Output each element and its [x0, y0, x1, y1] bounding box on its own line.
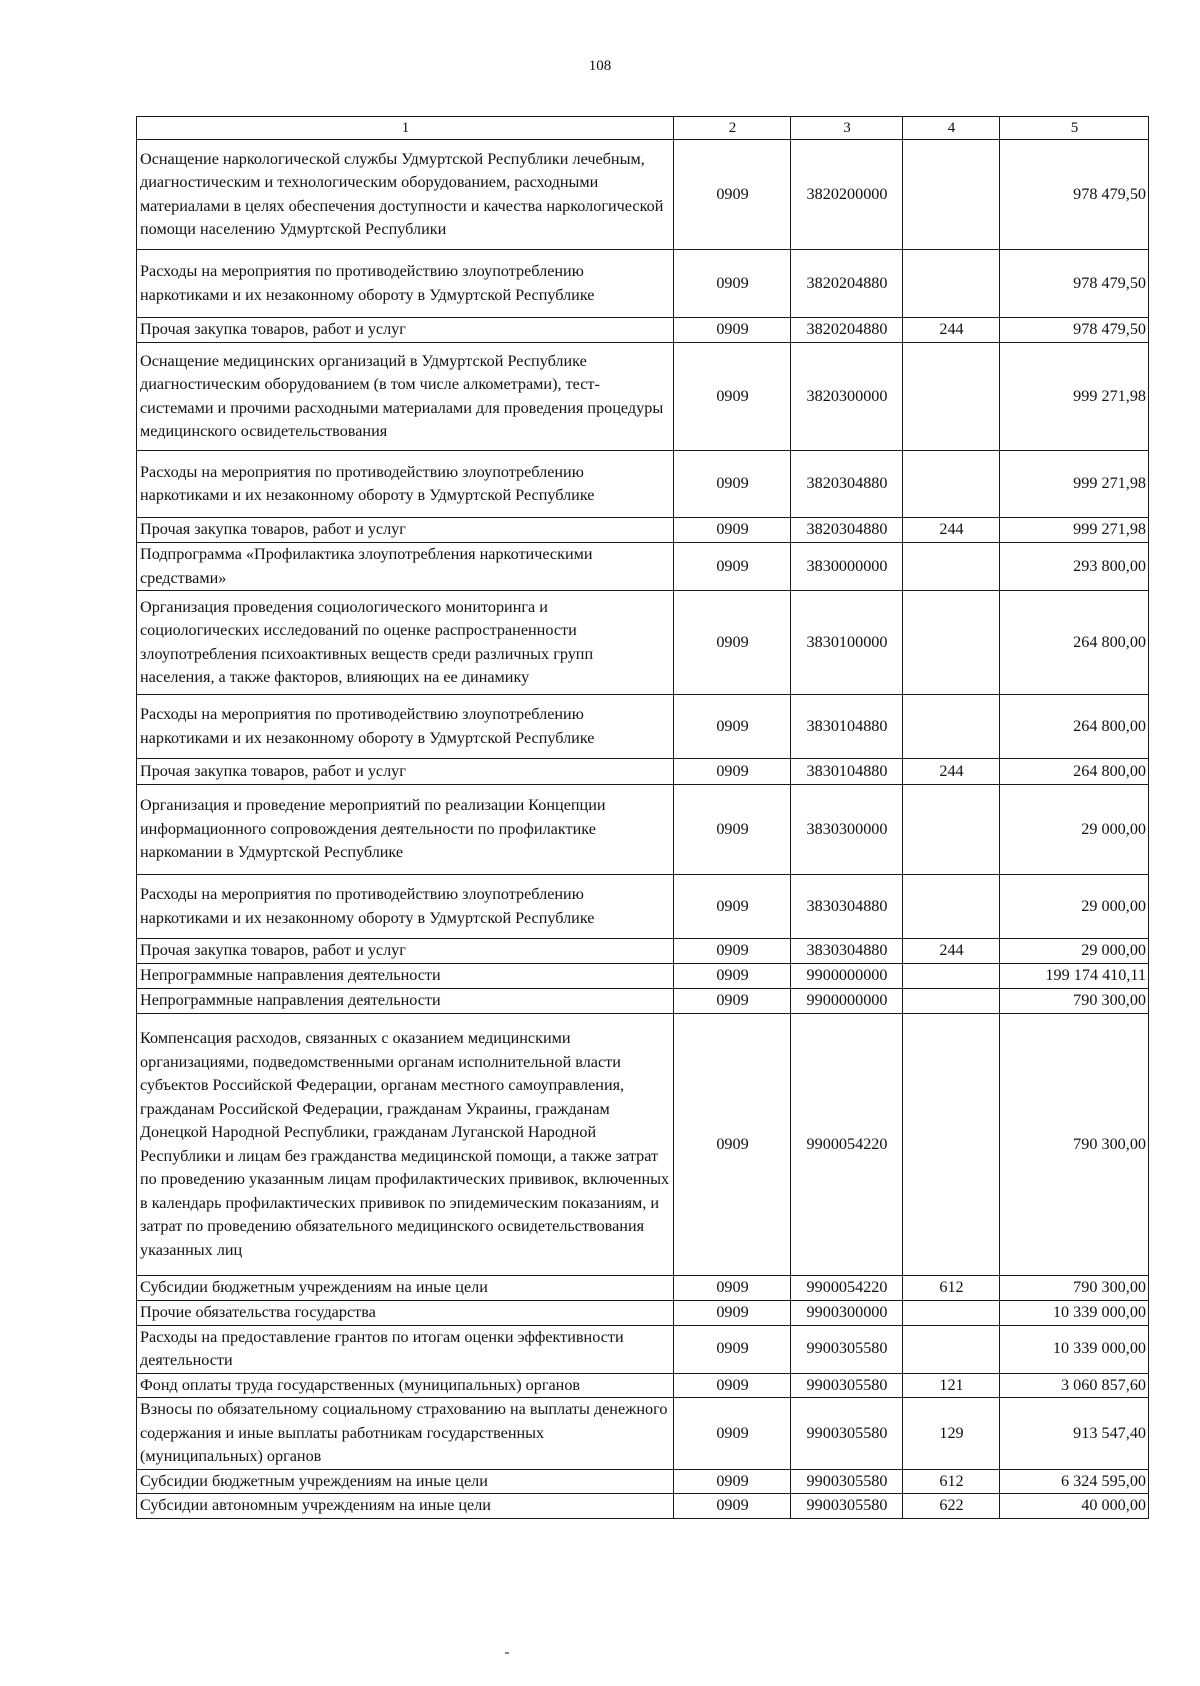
- row-expense-type: [903, 451, 1000, 518]
- table-row: [137, 318, 1149, 343]
- row-expense-type: [903, 695, 1000, 759]
- row-amount: 40 000,00: [1000, 1494, 1149, 1519]
- row-section: 0909: [674, 1398, 791, 1470]
- row-target-code: 9900054220: [791, 1014, 903, 1276]
- row-expense-type: [903, 543, 1000, 591]
- table-row: [137, 451, 1149, 518]
- row-section: 0909: [674, 1373, 791, 1398]
- row-description: Подпрограмма «Профилактика злоупотребления наркотическими средствами»: [137, 543, 674, 591]
- header-row: [137, 117, 1149, 140]
- row-expense-type: 121: [903, 1373, 1000, 1398]
- row-target-code: 3830104880: [791, 695, 903, 759]
- row-expense-type: [903, 964, 1000, 989]
- row-section: 0909: [674, 875, 791, 939]
- page-number: 108: [588, 58, 612, 74]
- table-row: [137, 1469, 1149, 1494]
- row-section: 0909: [674, 1301, 791, 1326]
- row-amount: 264 800,00: [1000, 759, 1149, 785]
- row-section: 0909: [674, 1494, 791, 1519]
- row-target-code: 9900305580: [791, 1398, 903, 1470]
- row-section: 0909: [674, 343, 791, 451]
- header-col-4: 4: [903, 117, 1000, 140]
- row-description: Организация проведения социологического мониторинга и социологических исследований по оценке распространенности злоупотребления психоактивных веществ среди различных групп населения, а также факторов, влияющих на ее динамику: [137, 591, 674, 695]
- row-target-code: 3830304880: [791, 939, 903, 964]
- header-col-2: 2: [674, 117, 791, 140]
- table-row: [137, 1398, 1149, 1470]
- row-section: 0909: [674, 140, 791, 250]
- row-description: Субсидии бюджетным учреждениям на иные цели: [137, 1469, 674, 1494]
- table-row: [137, 964, 1149, 989]
- table-row: [137, 785, 1149, 875]
- row-expense-type: 612: [903, 1276, 1000, 1301]
- row-target-code: 3830100000: [791, 591, 903, 695]
- header-col-1: 1: [137, 117, 674, 140]
- row-expense-type: 612: [903, 1469, 1000, 1494]
- row-description: Субсидии бюджетным учреждениям на иные цели: [137, 1276, 674, 1301]
- row-target-code: 9900000000: [791, 964, 903, 989]
- row-section: 0909: [674, 785, 791, 875]
- row-target-code: 3820204880: [791, 318, 903, 343]
- row-description: Расходы на мероприятия по противодействию злоупотреблению наркотиками и их незаконному обороту в Удмуртской Республике: [137, 451, 674, 518]
- row-target-code: 3830000000: [791, 543, 903, 591]
- row-description: Компенсация расходов, связанных с оказанием медицинскими организациями, подведомственными органам исполнительной власти субъектов Российской Федерации, органам местного самоуправления, гражданам Российской Федерации, гражданам Украины, гражданам Донецкой Народной Республики, гражданам Луганской Народной Республики и лицам без гражданства медицинской помощи, а также затрат по проведению указанным лицам профилактических прививок, включенных в календарь профилактических прививок по эпидемическим показаниям, и затрат по проведению обязательного медицинского освидетельствования указанных лиц: [137, 1014, 674, 1276]
- table-row: [137, 1014, 1149, 1276]
- table-body: [137, 140, 1149, 1519]
- row-target-code: 3820304880: [791, 451, 903, 518]
- row-description: Прочая закупка товаров, работ и услуг: [137, 939, 674, 964]
- row-expense-type: [903, 989, 1000, 1014]
- row-section: 0909: [674, 543, 791, 591]
- table-row: [137, 1276, 1149, 1301]
- row-description: Прочая закупка товаров, работ и услуг: [137, 759, 674, 785]
- row-description: Расходы на предоставление грантов по итогам оценки эффективности деятельности: [137, 1325, 674, 1373]
- row-expense-type: 244: [903, 759, 1000, 785]
- row-description: Субсидии автономным учреждениям на иные цели: [137, 1494, 674, 1519]
- row-amount: 29 000,00: [1000, 939, 1149, 964]
- row-expense-type: 244: [903, 318, 1000, 343]
- row-description: Прочая закупка товаров, работ и услуг: [137, 318, 674, 343]
- header-col-5: 5: [1000, 117, 1149, 140]
- row-section: 0909: [674, 989, 791, 1014]
- row-amount: 790 300,00: [1000, 989, 1149, 1014]
- table-row: [137, 1373, 1149, 1398]
- row-amount: 790 300,00: [1000, 1014, 1149, 1276]
- row-description: Взносы по обязательному социальному страхованию на выплаты денежного содержания и иные выплаты работникам государственных (муниципальных) органов: [137, 1398, 674, 1470]
- row-amount: 999 271,98: [1000, 518, 1149, 543]
- row-amount: 978 479,50: [1000, 140, 1149, 250]
- table-row: [137, 695, 1149, 759]
- row-description: Непрограммные направления деятельности: [137, 989, 674, 1014]
- row-section: 0909: [674, 939, 791, 964]
- row-expense-type: [903, 140, 1000, 250]
- row-target-code: 3820200000: [791, 140, 903, 250]
- row-amount: 978 479,50: [1000, 318, 1149, 343]
- row-expense-type: 129: [903, 1398, 1000, 1470]
- table-row: [137, 250, 1149, 318]
- row-amount: 913 547,40: [1000, 1398, 1149, 1470]
- table-row: [137, 591, 1149, 695]
- row-amount: 6 324 595,00: [1000, 1469, 1149, 1494]
- row-target-code: 3830304880: [791, 875, 903, 939]
- row-target-code: 9900305580: [791, 1494, 903, 1519]
- row-amount: 264 800,00: [1000, 695, 1149, 759]
- row-expense-type: [903, 875, 1000, 939]
- row-target-code: 3820204880: [791, 250, 903, 318]
- row-expense-type: 244: [903, 939, 1000, 964]
- row-description: Оснащение наркологической службы Удмуртской Республики лечебным, диагностическим и технологическим оборудованием, расходными материалами в целях обеспечения доступности и качества наркологической помощи населению Удмуртской Республики: [137, 140, 674, 250]
- row-amount: 293 800,00: [1000, 543, 1149, 591]
- table-row: [137, 140, 1149, 250]
- row-amount: 999 271,98: [1000, 451, 1149, 518]
- row-target-code: 9900000000: [791, 989, 903, 1014]
- row-section: 0909: [674, 250, 791, 318]
- row-target-code: 3820300000: [791, 343, 903, 451]
- row-section: 0909: [674, 1276, 791, 1301]
- row-amount: 199 174 410,11: [1000, 964, 1149, 989]
- row-section: 0909: [674, 1469, 791, 1494]
- row-description: Прочие обязательства государства: [137, 1301, 674, 1326]
- row-section: 0909: [674, 964, 791, 989]
- table-row: [137, 875, 1149, 939]
- row-section: 0909: [674, 1325, 791, 1373]
- row-section: 0909: [674, 591, 791, 695]
- row-expense-type: [903, 785, 1000, 875]
- row-expense-type: [903, 343, 1000, 451]
- table-header: [137, 117, 1149, 140]
- row-description: Расходы на мероприятия по противодействию злоупотреблению наркотиками и их незаконному обороту в Удмуртской Республике: [137, 250, 674, 318]
- table-row: [137, 1325, 1149, 1373]
- row-target-code: 9900305580: [791, 1469, 903, 1494]
- row-target-code: 9900305580: [791, 1325, 903, 1373]
- row-expense-type: [903, 1014, 1000, 1276]
- row-expense-type: [903, 250, 1000, 318]
- table-row: [137, 1494, 1149, 1519]
- row-section: 0909: [674, 318, 791, 343]
- table-row: [137, 543, 1149, 591]
- scan-mark: [505, 1652, 509, 1654]
- row-target-code: 9900305580: [791, 1373, 903, 1398]
- row-amount: 978 479,50: [1000, 250, 1149, 318]
- row-target-code: 3820304880: [791, 518, 903, 543]
- row-description: Прочая закупка товаров, работ и услуг: [137, 518, 674, 543]
- row-amount: 999 271,98: [1000, 343, 1149, 451]
- row-expense-type: [903, 1325, 1000, 1373]
- row-expense-type: 622: [903, 1494, 1000, 1519]
- row-amount: 790 300,00: [1000, 1276, 1149, 1301]
- row-section: 0909: [674, 451, 791, 518]
- row-amount: 10 339 000,00: [1000, 1325, 1149, 1373]
- row-amount: 29 000,00: [1000, 785, 1149, 875]
- row-section: 0909: [674, 518, 791, 543]
- row-target-code: 9900300000: [791, 1301, 903, 1326]
- budget-table: [136, 116, 1149, 1519]
- table-row: [137, 1301, 1149, 1326]
- row-expense-type: [903, 1301, 1000, 1326]
- row-section: 0909: [674, 1014, 791, 1276]
- table-row: [137, 939, 1149, 964]
- row-description: Расходы на мероприятия по противодействию злоупотреблению наркотиками и их незаконному обороту в Удмуртской Республике: [137, 875, 674, 939]
- row-description: Непрограммные направления деятельности: [137, 964, 674, 989]
- row-amount: 29 000,00: [1000, 875, 1149, 939]
- row-target-code: 9900054220: [791, 1276, 903, 1301]
- table-row: [137, 518, 1149, 543]
- row-amount: 3 060 857,60: [1000, 1373, 1149, 1398]
- row-expense-type: 244: [903, 518, 1000, 543]
- row-description: Организация и проведение мероприятий по реализации Концепции информационного сопровождения деятельности по профилактике наркомании в Удмуртской Республике: [137, 785, 674, 875]
- table-row: [137, 343, 1149, 451]
- row-description: Фонд оплаты труда государственных (муниципальных) органов: [137, 1373, 674, 1398]
- row-section: 0909: [674, 759, 791, 785]
- row-section: 0909: [674, 695, 791, 759]
- table-row: [137, 759, 1149, 785]
- table-row: [137, 989, 1149, 1014]
- row-expense-type: [903, 591, 1000, 695]
- header-col-3: 3: [791, 117, 903, 140]
- row-description: Оснащение медицинских организаций в Удмуртской Республике диагностическим оборудованием (в том числе алкометрами), тест-системами и прочими расходными материалами для проведения процедуры медицинского освидетельствования: [137, 343, 674, 451]
- row-amount: 10 339 000,00: [1000, 1301, 1149, 1326]
- row-description: Расходы на мероприятия по противодействию злоупотреблению наркотиками и их незаконному обороту в Удмуртской Республике: [137, 695, 674, 759]
- row-target-code: 3830104880: [791, 759, 903, 785]
- row-amount: 264 800,00: [1000, 591, 1149, 695]
- row-target-code: 3830300000: [791, 785, 903, 875]
